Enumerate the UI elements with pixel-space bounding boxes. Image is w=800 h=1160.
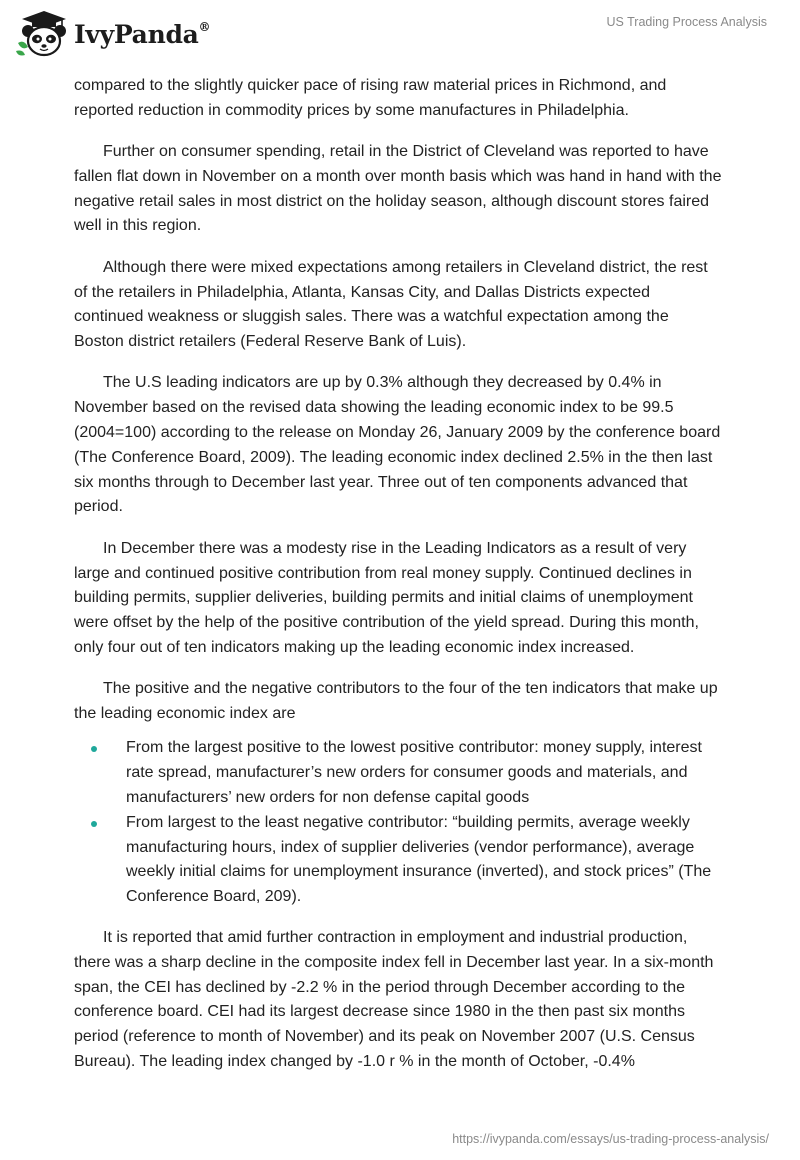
essay-body xyxy=(74,74,722,1091)
panda-graduate-icon xyxy=(14,7,72,59)
paragraph: Although there were mixed expectations among retailers in Cleveland district, the rest of the retailers in Philadelphia, Atlanta, Kansas City, and Dallas Districts expected continued weakness or sluggish sales. There was a watchful expectation among the Boston district retailers (Federal Reserve Bank of Luis). xyxy=(74,258,708,351)
paragraph: The U.S leading indicators are up by 0.3% although they decreased by 0.4% in November based on the revised data showing the leading economic index to be 99.5 (2004=100) according to the release on Monday 26, January 2009 by the conference board (The Conference Board, 2009). The leading economic index declined 2.5% in the then last six months through to December last year. Three out of ten components advanced that period. xyxy=(74,374,721,516)
bullet-dot-icon xyxy=(91,746,97,752)
list-item-text: From largest to the least negative contributor: “building permits, average weekly manufacturing hours, index of supplier deliveries (vendor performance), average weekly initial claims for unemployment insurance (inverted), and stock prices” (The Conference Board, 209). xyxy=(126,813,712,906)
paragraph: In December there was a modesty rise in the Leading Indicators as a result of very large and continued positive contribution from real money supply. Continued declines in building permits, supplier deliveries, building permits and initial claims of unemployment were offset by the help of the positive contribution of the yield spread. During this month, only four out of ten indicators making up the leading economic index increased. xyxy=(74,539,699,656)
paragraph: Further on consumer spending, retail in the District of Cleveland was reported to have fallen flat down in November on a month over month basis which was hand in hand with the negative retail sales in most district on the holiday season, although discount stores faired well in this region. xyxy=(74,143,722,235)
registered-mark: ® xyxy=(198,20,211,35)
list-item xyxy=(74,736,722,810)
bullet-dot-icon xyxy=(91,821,97,827)
paragraph: compared to the slightly quicker pace of rising raw material prices in Richmond, and reported reduction in commodity prices by some manufactures in Philadelphia. xyxy=(74,77,667,119)
brand-logo[interactable] xyxy=(14,8,210,58)
page-header xyxy=(0,0,800,70)
source-url[interactable]: https://ivypanda.com/essays/us-trading-process-analysis/ xyxy=(452,1132,769,1146)
paragraph: It is reported that amid further contraction in employment and industrial production, there was a sharp decline in the composite index fell in December last year. In a six-month span, the CEI has declined by -2.2 % in the period through December according to the conference board. CEI had its largest decrease since 1980 in the then past six months period (reference to month of November) and its peak on November 2007 (U.S. Census Bureau). The leading index changed by -1.0 r % in the month of October, -0.4% xyxy=(74,928,714,1070)
brand-name: IvyPanda® xyxy=(74,19,211,49)
list-item xyxy=(74,811,722,910)
paragraph: The positive and the negative contributors to the four of the ten indicators that make up the leading economic index are xyxy=(74,680,718,723)
list-item-text: From the largest positive to the lowest positive contributor: money supply, interest rate spread, manufacturer’s new orders for consumer goods and materials, and manufacturers’ new orders for non defense capital goods xyxy=(126,739,702,806)
contributors-list xyxy=(74,736,722,910)
document-title: US Trading Process Analysis xyxy=(606,15,767,29)
